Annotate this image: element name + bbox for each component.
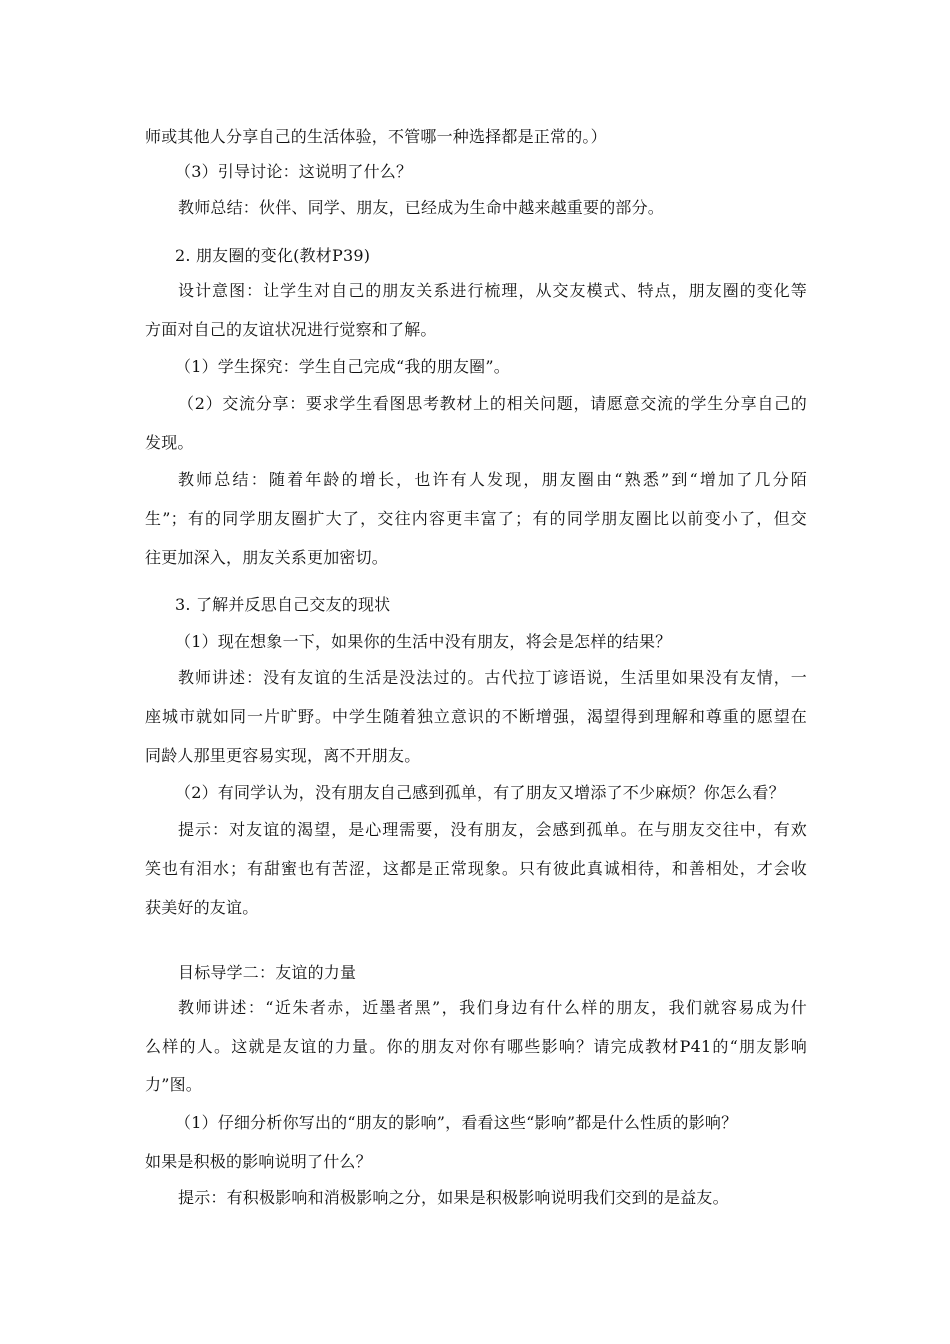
paragraph-line: 力”图。 bbox=[145, 1075, 202, 1094]
section-heading: 3. 了解并反思自己交友的现状 bbox=[175, 595, 391, 614]
paragraph-line: 教师讲述：“近朱者赤，近墨者黑”，我们身边有什么样的朋友，我们就容易成为什 bbox=[178, 998, 807, 1017]
paragraph-line: （2）交流分享：要求学生看图思考教材上的相关问题，请愿意交流的学生分享自己的 bbox=[178, 394, 807, 413]
paragraph-line: （2）有同学认为，没有朋友自己感到孤单，有了朋友又增添了不少麻烦？你怎么看？ bbox=[175, 783, 785, 802]
paragraph-line: （1）仔细分析你写出的“朋友的影响”，看看这些“影响”都是什么性质的影响？ bbox=[175, 1113, 738, 1132]
paragraph-line: 生”；有的同学朋友圈扩大了，交往内容更丰富了；有的同学朋友圈比以前变小了，但交 bbox=[145, 509, 807, 528]
paragraph-line: 如果是积极的影响说明了什么？ bbox=[145, 1152, 372, 1171]
paragraph-line: 发现。 bbox=[145, 433, 194, 452]
paragraph-line: 方面对自己的友谊状况进行觉察和了解。 bbox=[145, 320, 437, 339]
paragraph-line: 获美好的友谊。 bbox=[145, 898, 259, 917]
section-heading: 2. 朋友圈的变化(教材P39) bbox=[175, 246, 371, 265]
paragraph-line: 教师总结：随着年龄的增长，也许有人发现，朋友圈由“熟悉”到“增加了几分陌 bbox=[178, 470, 807, 489]
paragraph-line: （3）引导讨论：这说明了什么？ bbox=[175, 162, 413, 181]
paragraph-line: 教师讲述：没有友谊的生活是没法过的。古代拉丁谚语说，生活里如果没有友情，一 bbox=[178, 668, 807, 687]
paragraph-line: 师或其他人分享自己的生活体验，不管哪一种选择都是正常的。） bbox=[145, 127, 607, 146]
paragraph-line: 设计意图：让学生对自己的朋友关系进行梳理，从交友模式、特点，朋友圈的变化等 bbox=[178, 281, 807, 300]
paragraph-line: 往更加深入，朋友关系更加密切。 bbox=[145, 548, 389, 567]
paragraph-line: 教师总结：伙伴、同学、朋友，已经成为生命中越来越重要的部分。 bbox=[178, 198, 665, 217]
paragraph-line: 笑也有泪水；有甜蜜也有苦涩，这都是正常现象。只有彼此真诚相待，和善相处，才会收 bbox=[145, 859, 807, 878]
paragraph-line: 么样的人。这就是友谊的力量。你的朋友对你有哪些影响？请完成教材P41的“朋友影响 bbox=[145, 1037, 807, 1056]
paragraph-line: 提示：有积极影响和消极影响之分，如果是积极影响说明我们交到的是益友。 bbox=[178, 1188, 729, 1207]
section-heading: 目标导学二：友谊的力量 bbox=[178, 963, 357, 982]
paragraph-line: （1）学生探究：学生自己完成“我的朋友圈”。 bbox=[175, 357, 510, 376]
paragraph-line: 同龄人那里更容易实现，离不开朋友。 bbox=[145, 746, 421, 765]
paragraph-line: （1）现在想象一下，如果你的生活中没有朋友，将会是怎样的结果？ bbox=[175, 632, 672, 651]
paragraph-line: 提示：对友谊的渴望，是心理需要，没有朋友，会感到孤单。在与朋友交往中，有欢 bbox=[178, 820, 807, 839]
paragraph-line: 座城市就如同一片旷野。中学生随着独立意识的不断增强，渴望得到理解和尊重的愿望在 bbox=[145, 707, 807, 726]
